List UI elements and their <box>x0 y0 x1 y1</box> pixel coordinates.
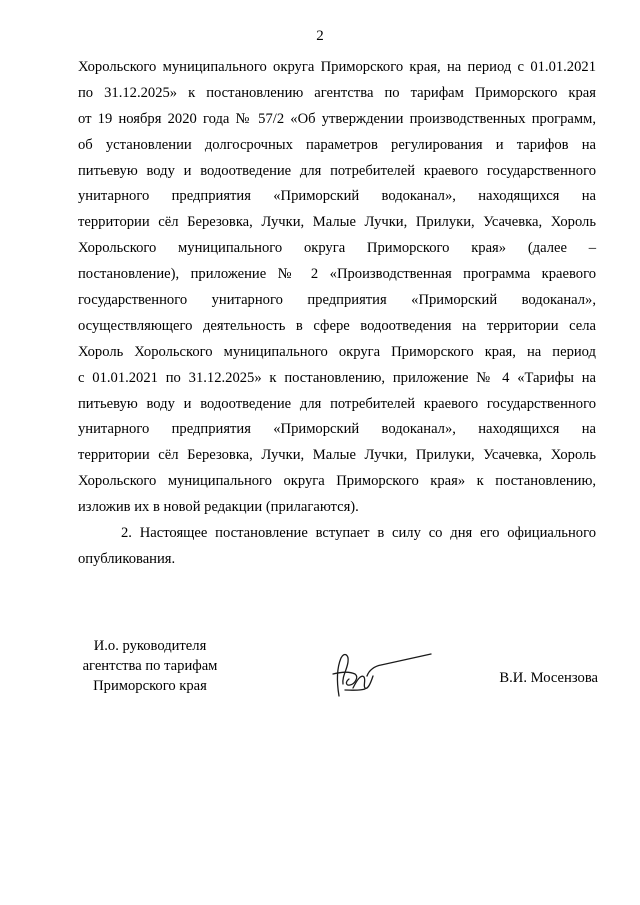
text-line: от 19 ноября 2020 года № 57/2 «Об утверждении производственных программ, <box>78 110 596 127</box>
document-body <box>78 55 596 573</box>
text-line: опубликования. <box>78 550 176 567</box>
text-line: изложив их в новой редакции (прилагаются). <box>78 499 359 516</box>
signatory-title <box>70 636 230 696</box>
signatory-title-line: И.о. руководителя <box>93 638 207 654</box>
text-line: осуществляющего деятельность в сфере водоотведения на территории села <box>78 317 596 334</box>
text-line: Хорольского муниципального округа Приморского края, на период с 01.01.2021 <box>78 59 596 75</box>
signatory-title-line: агентства по тарифам <box>82 658 218 674</box>
text-line: 2. Настоящее постановление вступает в силу со дня его официального <box>121 525 596 542</box>
signature-block <box>70 636 600 716</box>
text-line: унитарного предприятия «Приморский водоканал», находящихся на <box>78 188 596 205</box>
text-line: по 31.12.2025» к постановлению агентства по тарифам Приморского края <box>78 84 596 101</box>
signatory-name: В.И. Мосензова <box>499 670 598 686</box>
text-line: с 01.01.2021 по 31.12.2025» к постановлению, приложение № 4 «Тарифы на <box>78 369 596 386</box>
text-line: унитарного предприятия «Приморский водоканал», находящихся на <box>78 421 596 438</box>
text-line: Хорольского муниципального округа Приморского края» (далее – <box>78 240 596 257</box>
text-line: об установлении долгосрочных параметров регулирования и тарифов на <box>78 136 596 153</box>
page-number: 2 <box>316 28 324 44</box>
text-line: Хорольского муниципального округа Приморского края» к постановлению, <box>78 473 596 490</box>
handwritten-signature <box>315 644 435 700</box>
text-line: питьевую воду и водоотведение для потребителей краевого государственного <box>78 395 596 412</box>
text-line: Хороль Хорольского муниципального округа Приморского края, на период <box>78 343 596 360</box>
paragraph-2 <box>78 521 596 573</box>
text-line: питьевую воду и водоотведение для потребителей краевого государственного <box>78 162 596 179</box>
text-line: государственного унитарного предприятия «Приморский водоканал», <box>78 292 596 309</box>
text-line: постановление), приложение № 2 «Производственная программа краевого <box>78 266 596 283</box>
text-line: территории сёл Березовка, Лучки, Малые Лучки, Прилуки, Усачевка, Хороль <box>78 447 596 464</box>
paragraph-1 <box>78 55 596 521</box>
signatory-title-line: Приморского края <box>93 678 207 694</box>
text-line: территории сёл Березовка, Лучки, Малые Лучки, Прилуки, Усачевка, Хороль <box>78 214 596 231</box>
